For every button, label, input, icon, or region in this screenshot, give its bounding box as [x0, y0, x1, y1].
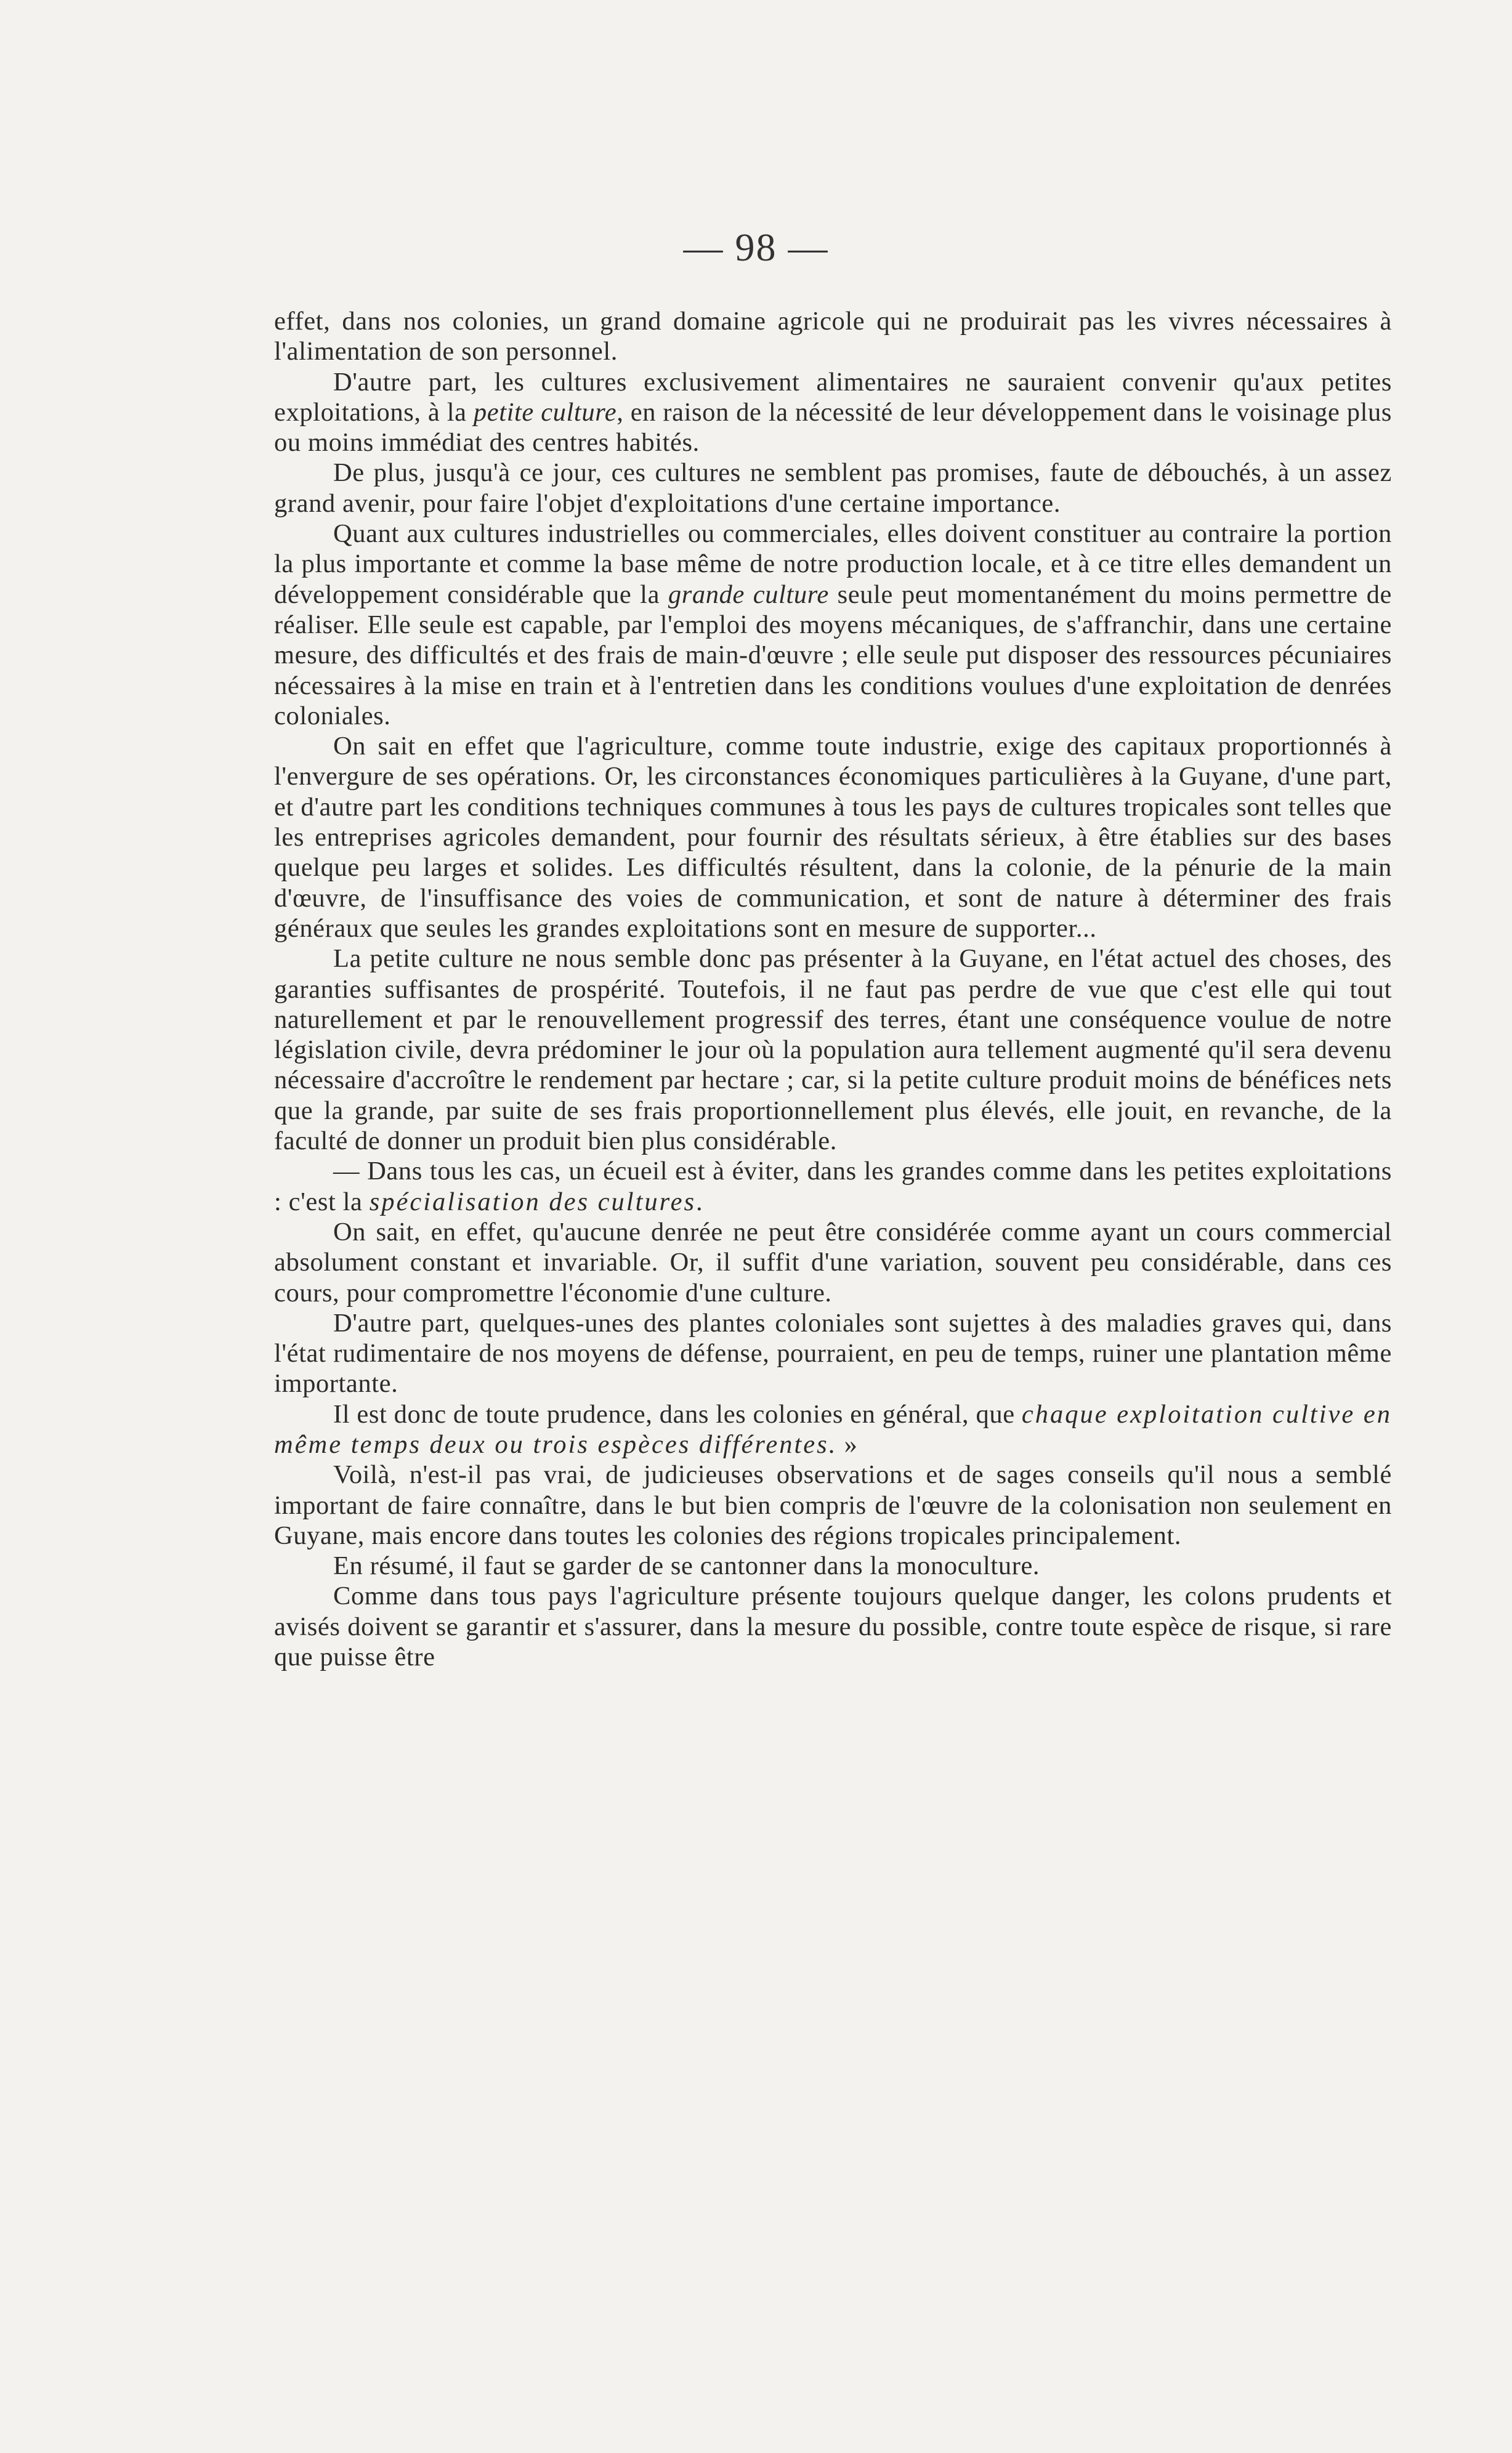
paragraph-text: , en raison de la nécessité de leur développement dans le voisinage plus ou moins immédiat des centres habités. [274, 397, 1392, 458]
paragraph-text: Voilà, n'est-il pas vrai, de judicieuses observations et de sages conseils qu'il nous a semblé important de faire connaître, dans le but bien compris de l'œuvre de la colonisation non seulement en Guyane, mais encore dans toutes les colonies des régions tropicales principalement. [274, 1460, 1392, 1550]
paragraph-text: Comme dans tous pays l'agriculture présente toujours quelque danger, les colons prudents et avisés doivent se garantir et s'assurer, dans la mesure du possible, contre toute espèce de risque, si rare que puisse être [274, 1582, 1392, 1672]
paragraph [274, 944, 1392, 1156]
emphasis-text: grande culture [668, 580, 829, 609]
paragraph [274, 519, 1392, 731]
paragraph [274, 1156, 1392, 1217]
paragraph-text: — Dans tous les cas, un écueil est à éviter, dans les grandes comme dans les petites exploitations : c'est la [274, 1157, 1392, 1216]
paragraph [274, 1217, 1392, 1308]
emphasis-text: petite culture [473, 397, 617, 427]
paragraph [274, 1551, 1392, 1581]
paragraph [274, 458, 1392, 519]
paragraph-text: En résumé, il faut se garder de se cantonner dans la monoculture. [333, 1551, 1040, 1581]
paragraph-text: » [837, 1429, 858, 1459]
paragraph [274, 367, 1392, 458]
paragraph-text: seule peut momentanément du moins permettre de réaliser. Elle seule est capable, par l'emploi des moyens mécaniques, de s'affranchir, dans une certaine mesure, des difficultés et des frais de main-d'œuvre ; elle seule put disposer des ressources pécuniaires nécessaires à la mise en train et à l'entretien dans les conditions voulues d'une exploitation de denrées coloniales. [274, 580, 1393, 730]
paragraph [274, 1460, 1392, 1551]
emphasis-text: chaque exploitation cultive en même temps deux ou trois espèces différentes. [274, 1399, 1392, 1459]
paragraph-text: On sait, en effet, qu'aucune denrée ne peut être considérée comme ayant un cours commercial absolument constant et invariable. Or, il suffit d'une variation, souvent peu considérable, dans ces cours, pour compromettre l'économie d'une culture. [274, 1217, 1392, 1307]
paragraph-text: De plus, jusqu'à ce jour, ces cultures ne semblent pas promises, faute de débouchés, à un assez grand avenir, pour faire l'objet d'exploitations d'une certaine importance. [274, 458, 1392, 518]
paragraph-text: Il est donc de toute prudence, dans les colonies en général, que [333, 1399, 1022, 1429]
paragraph-text: D'autre part, les cultures exclusivement alimentaires ne sauraient convenir qu'aux petites exploitations, à la [274, 367, 1392, 427]
paragraph-text: . [696, 1187, 703, 1216]
body-text [274, 306, 1392, 1672]
page-number: — 98 — [683, 225, 829, 269]
paragraph-text: La petite culture ne nous semble donc pas présenter à la Guyane, en l'état actuel des choses, des garanties suffisantes de prospérité. Toutefois, il ne faut pas perdre de vue que c'est elle qui tout naturellement et par le renouvellement progressif des terres, étant une conséquence voulue de notre législation civile, devra prédominer le jour où la population aura tellement augmenté qu'il sera devenu nécessaire d'accroître le rendement par hectare ; car, si la petite culture produit moins de bénéfices nets que la grande, par suite de ses frais proportionnellement plus élevés, elle jouit, en revanche, de la faculté de donner un produit bien plus considérable. [274, 944, 1392, 1156]
emphasis-text: spécialisation des cultures [369, 1187, 697, 1216]
paragraph [274, 731, 1392, 944]
paragraph-text: D'autre part, quelques-unes des plantes coloniales sont sujettes à des maladies graves qui, dans l'état rudimentaire de nos moyens de défense, pourraient, en peu de temps, ruiner une plantation même importante. [274, 1308, 1392, 1399]
paragraph [274, 1581, 1392, 1672]
paragraph-text: effet, dans nos colonies, un grand domaine agricole qui ne produirait pas les vivres nécessaires à l'alimentation de son personnel. [274, 307, 1392, 366]
paragraph [274, 1399, 1392, 1460]
paragraph [274, 306, 1392, 367]
paragraph-text: Quant aux cultures industrielles ou commerciales, elles doivent constituer au contraire la portion la plus importante et comme la base même de notre production locale, et à ce titre elles demandent un développement considérable que la [274, 519, 1392, 609]
paragraph [274, 1308, 1392, 1399]
paragraph-text: On sait en effet que l'agriculture, comme toute industrie, exige des capitaux proportionnés à l'envergure de ses opérations. Or, les circonstances économiques particulières à la Guyane, d'une part, et d'autre part les conditions techniques communes à tous les pays de cultures tropicales sont telles que les entreprises agricoles demandent, pour fournir des résultats sérieux, à être établies sur des bases quelque peu larges et solides. Les difficultés résultent, dans la colonie, de la pénurie de la main d'œuvre, de l'insuffisance des voies de communication, et sont de nature à déterminer des frais généraux que seules les grandes exploitations sont en mesure de supporter... [274, 732, 1392, 943]
